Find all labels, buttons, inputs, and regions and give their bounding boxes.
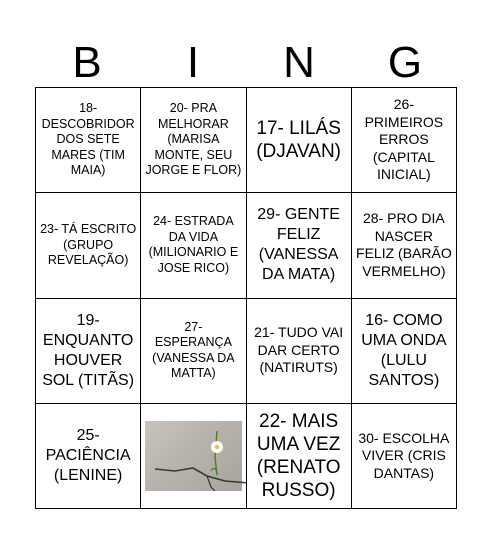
cell-label: 17- LILÁS (DJAVAN) [256,118,342,163]
cell-label: 25- PACIÊNCIA (LENINE) [45,426,131,484]
bingo-cell[interactable] [247,299,352,404]
bingo-cell[interactable] [141,88,246,193]
bingo-cell[interactable] [352,88,457,193]
bingo-card-grid [35,87,457,509]
bingo-cell[interactable] [352,193,457,298]
pavement-crack-icon [145,421,246,491]
bingo-cell[interactable] [141,299,246,404]
cell-label: 29- GENTE FELIZ (VANESSA DA MATA) [257,206,340,284]
bingo-header [35,38,457,88]
bingo-cell[interactable] [352,299,457,404]
cell-label: 19- ENQUANTO HOUVER SOL (TITÃS) [42,311,135,389]
bingo-cell[interactable] [352,404,457,509]
cell-label: 27- ESPERANÇA (VANESSA DA MATTA) [152,319,235,381]
bingo-cell[interactable] [247,193,352,298]
header-letter-n: N [283,38,315,87]
bingo-cell[interactable] [36,299,141,404]
cell-label: 20- PRA MELHORAR (MARISA MONTE, SEU JORGE E FLOR) [145,101,242,178]
bingo-cell[interactable] [141,193,246,298]
bingo-cell[interactable] [247,88,352,193]
cell-label: 28- PRO DIA NASCER FELIZ (BARÃO VERMELHO) [356,210,452,279]
cell-label: 30- ESCOLHA VIVER (CRIS DANTAS) [358,429,450,481]
cell-label: 24- ESTRADA DA VIDA (MILIONARIO E JOSE RICO) [148,214,239,275]
header-letter-b: B [72,38,102,87]
header-letter-g: G [387,38,423,87]
cell-label: 22- MAIS UMA VEZ (RENATO RUSSO) [256,410,341,501]
bingo-cell[interactable] [36,88,141,193]
flower-in-crack-image [145,421,241,491]
cell-label: 21- TUDO VAI DAR CERTO (NATIRUTS) [254,324,344,376]
cell-label: 26- PRIMEIROS ERROS (CAPITAL INICIAL) [364,96,444,183]
bingo-cell[interactable] [36,193,141,298]
cell-label: 18- DESCOBRIDOR DOS SETE MARES (TIM MAIA) [41,101,135,178]
bingo-cell[interactable] [247,404,352,509]
free-space-cell[interactable] [141,404,246,509]
cell-label: 23- TÁ ESCRITO (GRUPO REVELAÇÃO) [40,222,137,268]
bingo-cell[interactable] [36,404,141,509]
cell-label: 16- COMO UMA ONDA (LULU SANTOS) [361,311,447,389]
header-letter-i: I [186,38,200,87]
